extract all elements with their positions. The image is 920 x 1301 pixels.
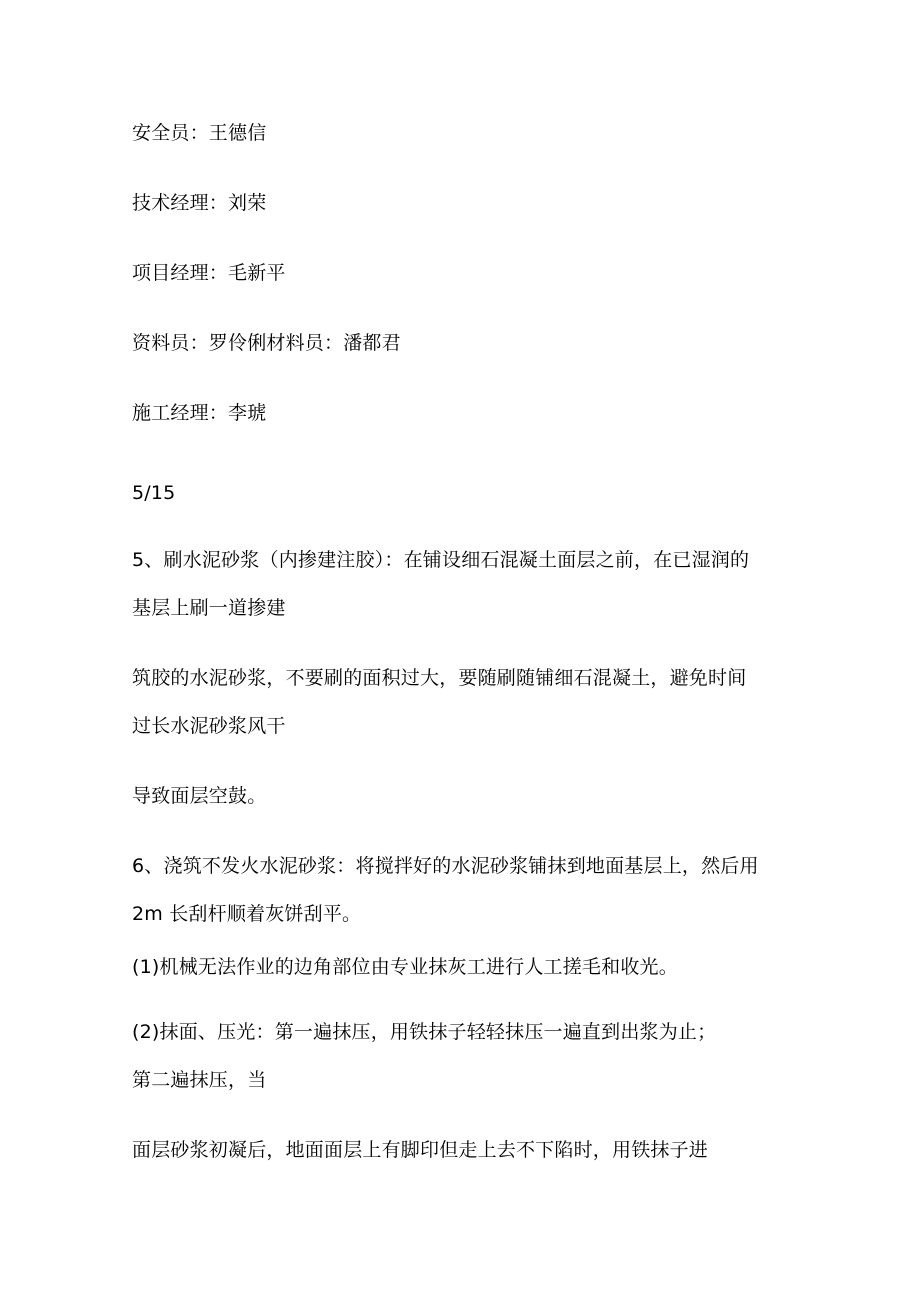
item-2-line-2: 第二遍抹压，当 [132, 1069, 267, 1091]
paragraph-5-line-1: 5、刷水泥砂浆（内掺建注胶）：在铺设细石混凝土面层之前，在已湿润的 [132, 549, 750, 571]
text-line-construction-manager: 施工经理：李琥 [132, 402, 267, 424]
text-line-project-manager: 项目经理：毛新平 [132, 262, 286, 284]
paragraph-6-line-2: 2m 长刮杆顺着灰饼刮平。 [132, 903, 362, 925]
page-number: 5/15 [132, 482, 176, 504]
text-line-records-materials-officer: 资料员：罗伶俐材料员：潘都君 [132, 332, 401, 354]
text-line-technical-manager: 技术经理：刘荣 [132, 192, 267, 214]
item-2-line-1: (2)抹面、压光：第一遍抹压，用铁抹子轻轻抹压一遍直到出浆为止； [132, 1021, 717, 1043]
item-1-line: (1)机械无法作业的边角部位由专业抹灰工进行人工搓毛和收光。 [132, 956, 678, 978]
text-line-safety-officer: 安全员：王德信 [132, 122, 267, 144]
item-2-line-3: 面层砂浆初凝后，地面面层上有脚印但走上去不下陷时，用铁抹子进 [132, 1139, 709, 1161]
paragraph-5-line-4: 过长水泥砂浆风干 [132, 715, 286, 737]
paragraph-5-line-5: 导致面层空鼓。 [132, 785, 267, 807]
paragraph-6-line-1: 6、浇筑不发火水泥砂浆：将搅拌好的水泥砂浆铺抹到地面基层上，然后用 [132, 855, 759, 877]
paragraph-5-line-2: 基层上刷一道掺建 [132, 597, 286, 619]
paragraph-5-line-3: 筑胶的水泥砂浆，不要刷的面积过大，要随刷随铺细石混凝土，避免时间 [132, 667, 747, 689]
